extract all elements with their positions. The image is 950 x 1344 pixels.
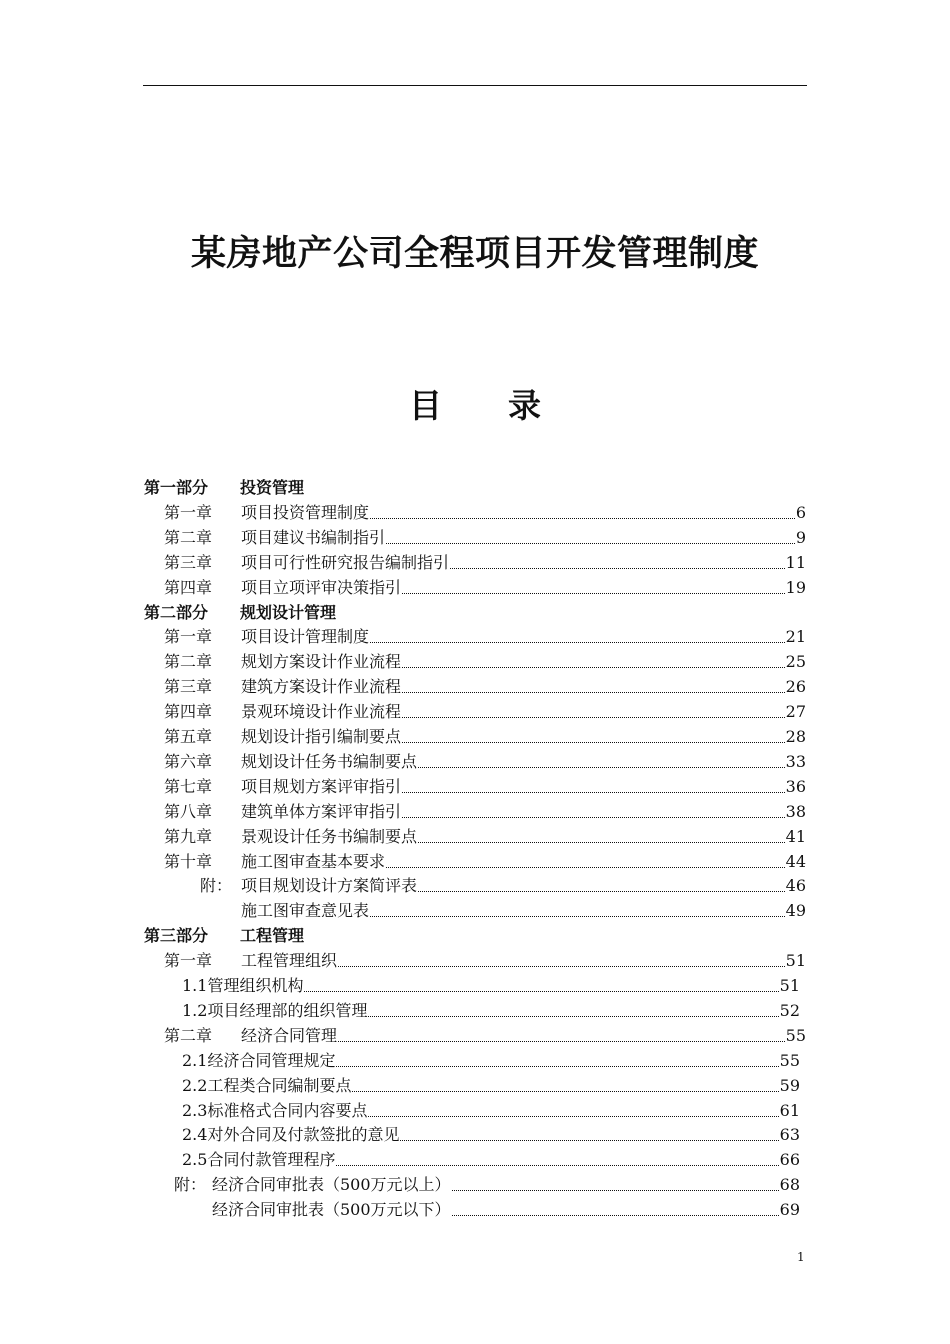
- toc-leader-dots: [402, 817, 785, 818]
- toc-leader-dots: [452, 1215, 779, 1216]
- toc-leader-dots: [402, 792, 785, 793]
- toc-page-number: 33: [785, 751, 806, 771]
- toc-page-number: 49: [785, 901, 806, 921]
- toc-page-number: 38: [785, 801, 806, 821]
- toc-prefix: 第二部分: [144, 602, 209, 622]
- toc-leader-dots: [402, 742, 785, 743]
- toc-label: 建筑方案设计作业流程: [241, 677, 402, 697]
- toc-label: 2.3标准格式合同内容要点: [182, 1100, 368, 1120]
- toc-entry[interactable]: [182, 1146, 800, 1171]
- toc-label: 施工图审查基本要求: [241, 851, 386, 871]
- toc-entry[interactable]: [212, 1196, 800, 1221]
- toc-page-number: 46: [785, 876, 806, 896]
- toc-leader-dots: [368, 1116, 778, 1117]
- toc-entry[interactable]: [164, 823, 806, 848]
- toc-leader-dots: [418, 891, 785, 892]
- toc-page-number: 21: [785, 627, 806, 647]
- toc-label: 工程管理组织: [241, 951, 338, 971]
- toc-entry[interactable]: [241, 897, 806, 922]
- toc-page-number: 55: [779, 1050, 800, 1070]
- toc-leader-dots: [368, 1016, 778, 1017]
- toc-label: 规划设计指引编制要点: [241, 727, 402, 746]
- toc-entry[interactable]: [182, 997, 800, 1022]
- toc-label: 1.2项目经理部的组织管理: [182, 1000, 368, 1020]
- toc-label: 施工图审查意见表: [241, 901, 370, 921]
- toc-leader-dots: [370, 642, 785, 643]
- toc-entry[interactable]: [164, 773, 806, 798]
- toc-label: 规划方案设计作业流程: [241, 652, 402, 672]
- toc-label: 工程管理: [240, 926, 305, 946]
- toc-entry[interactable]: [164, 748, 806, 773]
- toc-prefix: 第三部分: [144, 926, 209, 946]
- toc-label: 2.4对外合同及付款签批的意见: [182, 1125, 400, 1145]
- toc-label: 项目设计管理制度: [241, 627, 370, 647]
- toc-leader-dots: [352, 1091, 778, 1092]
- toc-label: 项目规划设计方案简评表: [241, 876, 418, 896]
- toc-prefix: 第二章: [164, 652, 213, 672]
- toc-page-number: 11: [785, 552, 806, 572]
- toc-entry[interactable]: [164, 549, 806, 574]
- toc-entry[interactable]: [164, 673, 806, 698]
- toc-page-number: 52: [779, 1000, 800, 1020]
- toc-entry[interactable]: [164, 1022, 806, 1047]
- toc-prefix: 第一章: [164, 502, 213, 522]
- toc-part[interactable]: [144, 599, 336, 624]
- toc-leader-dots: [338, 1041, 785, 1042]
- toc-page-number: 68: [779, 1175, 800, 1195]
- toc-label: 投资管理: [240, 478, 305, 497]
- toc-leader-dots: [370, 518, 795, 519]
- toc-page-number: 69: [779, 1200, 800, 1220]
- toc-page-number: 25: [785, 652, 806, 672]
- toc-entry[interactable]: [182, 1097, 800, 1122]
- page-number: 1: [797, 1250, 805, 1264]
- toc-leader-dots: [370, 916, 785, 917]
- toc-leader-dots: [338, 966, 785, 967]
- toc-label: 规划设计管理: [240, 602, 337, 622]
- toc-entry[interactable]: [164, 947, 806, 972]
- toc-prefix: 第二章: [164, 1025, 213, 1045]
- toc-prefix: 第六章: [164, 751, 213, 771]
- toc-leader-dots: [336, 1165, 778, 1166]
- toc-prefix: 第九章: [164, 826, 213, 846]
- toc-prefix: 第七章: [164, 776, 213, 796]
- toc-label: 景观环境设计作业流程: [241, 702, 402, 722]
- toc-page-number: 6: [795, 502, 806, 522]
- toc-label: 1.1管理组织机构: [182, 976, 304, 995]
- toc-entry[interactable]: [164, 698, 806, 723]
- toc-leader-dots: [418, 842, 785, 843]
- toc-label: 项目立项评审决策指引: [241, 577, 402, 597]
- toc-entry[interactable]: [164, 524, 806, 549]
- toc-label: 项目建议书编制指引: [241, 527, 386, 547]
- toc-entry[interactable]: [164, 723, 806, 748]
- toc-prefix: 第八章: [164, 801, 213, 821]
- toc-prefix: 第四章: [164, 577, 213, 597]
- toc-page-number: 36: [785, 776, 806, 796]
- toc-page-number: 27: [785, 702, 806, 722]
- toc-page-number: 59: [779, 1075, 800, 1095]
- toc-leader-dots: [304, 991, 778, 992]
- toc-prefix: 第五章: [164, 727, 213, 746]
- header-rule: [143, 85, 807, 86]
- toc-page-number: 28: [785, 727, 806, 746]
- toc-label: 经济合同审批表（500万元以下）: [212, 1200, 451, 1220]
- toc-leader-dots: [452, 1190, 779, 1191]
- toc-leader-dots: [418, 767, 785, 768]
- toc-page-number: 41: [785, 826, 806, 846]
- toc-label: 项目投资管理制度: [241, 502, 370, 522]
- toc-label: 项目可行性研究报告编制指引: [241, 552, 450, 572]
- toc-prefix: 附：: [174, 1175, 207, 1195]
- toc-entry[interactable]: [164, 623, 806, 648]
- toc-entry[interactable]: [174, 1171, 800, 1196]
- toc-part[interactable]: [144, 922, 304, 947]
- toc-label: 经济合同管理: [241, 1025, 338, 1045]
- toc-entry[interactable]: [200, 872, 806, 897]
- toc-prefix: 第十章: [164, 851, 213, 871]
- toc-page-number: 61: [779, 1100, 800, 1120]
- toc-prefix: 第三章: [164, 677, 213, 697]
- toc-page-number: 19: [785, 577, 806, 597]
- toc-entry[interactable]: [182, 972, 800, 997]
- toc-entry[interactable]: [164, 848, 806, 873]
- toc-entry[interactable]: [164, 798, 806, 823]
- toc-leader-dots: [402, 717, 785, 718]
- toc-prefix: 附：: [200, 876, 233, 896]
- toc-label: 2.2工程类合同编制要点: [182, 1075, 352, 1095]
- document-title: 某房地产公司全程项目开发管理制度: [190, 234, 759, 274]
- toc-page-number: 9: [795, 527, 806, 547]
- toc-prefix: 第一章: [164, 951, 213, 971]
- toc-entry[interactable]: [182, 1072, 800, 1097]
- toc-prefix: 第四章: [164, 702, 213, 722]
- toc-leader-dots: [402, 692, 785, 693]
- toc-leader-dots: [336, 1066, 778, 1067]
- toc-entry[interactable]: [164, 648, 806, 673]
- toc-entry[interactable]: [182, 1047, 800, 1072]
- toc-leader-dots: [402, 667, 785, 668]
- toc-prefix: 第三章: [164, 552, 213, 572]
- toc-page-number: 44: [785, 851, 806, 871]
- toc-page-number: 51: [779, 976, 800, 995]
- toc-label: 2.1经济合同管理规定: [182, 1050, 336, 1070]
- toc-label: 景观设计任务书编制要点: [241, 826, 418, 846]
- toc-label: 2.5合同付款管理程序: [182, 1150, 336, 1170]
- toc-entry[interactable]: [164, 574, 806, 599]
- toc-entry[interactable]: [164, 499, 806, 524]
- toc-page-number: 26: [785, 677, 806, 697]
- toc-page-number: 51: [785, 951, 806, 971]
- toc-prefix: 第一部分: [144, 478, 209, 497]
- toc-leader-dots: [400, 1140, 778, 1141]
- toc-page-number: 55: [785, 1025, 806, 1045]
- toc-entry[interactable]: [182, 1121, 800, 1146]
- toc-leader-dots: [386, 867, 785, 868]
- toc-label: 经济合同审批表（500万元以上）: [212, 1175, 451, 1195]
- toc-leader-dots: [450, 568, 785, 569]
- toc-page-number: 63: [779, 1125, 800, 1145]
- toc-label: 项目规划方案评审指引: [241, 776, 402, 796]
- toc-page-number: 66: [779, 1150, 800, 1170]
- toc-prefix: 第一章: [164, 627, 213, 647]
- toc-prefix: 第二章: [164, 527, 213, 547]
- toc-leader-dots: [386, 543, 795, 544]
- toc-heading: 目 录: [409, 386, 541, 425]
- toc-leader-dots: [402, 593, 785, 594]
- toc-label: 建筑单体方案评审指引: [241, 801, 402, 821]
- toc-part[interactable]: [144, 474, 304, 499]
- toc-label: 规划设计任务书编制要点: [241, 751, 418, 771]
